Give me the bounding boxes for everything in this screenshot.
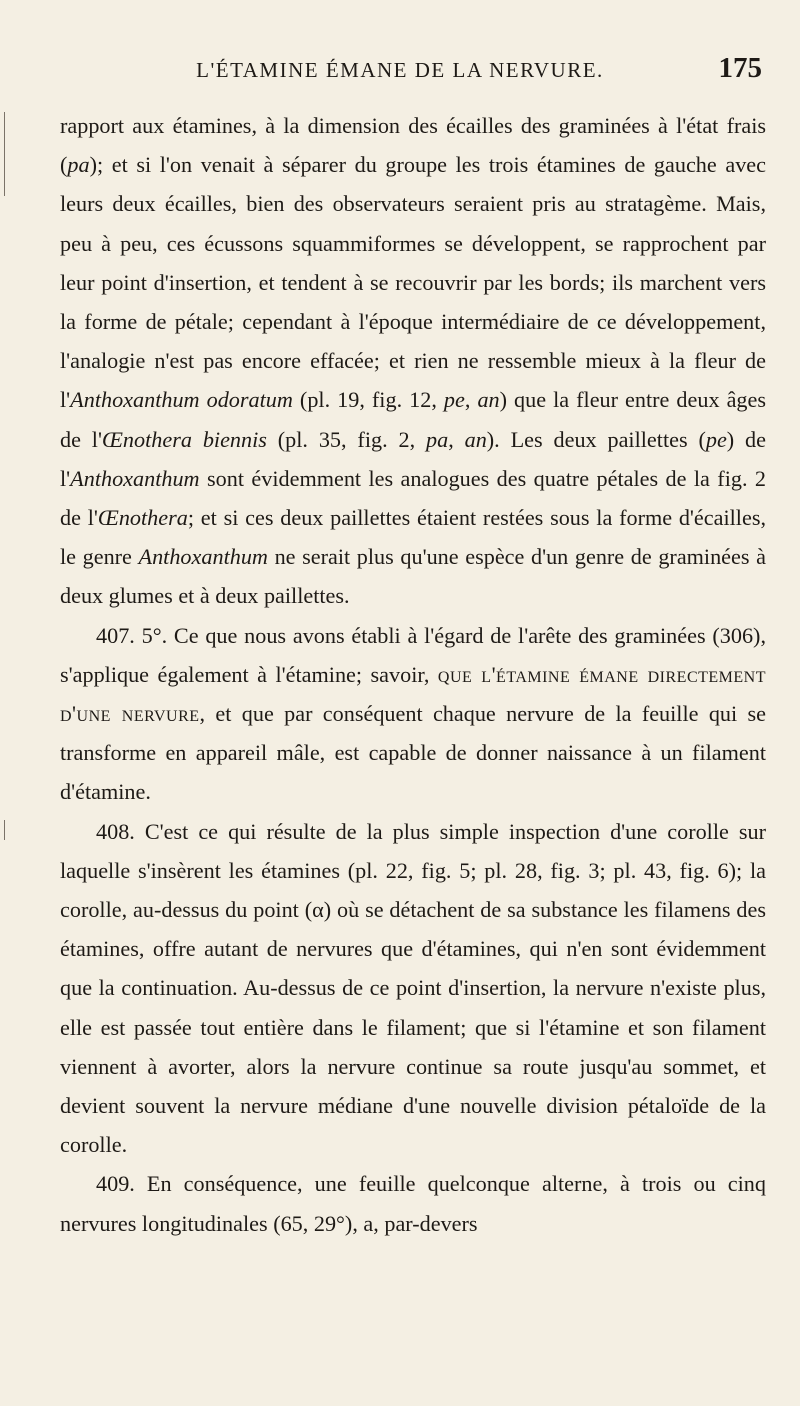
- text-run: ne serait plus qu'une espèce d'un genre de graminées à deux glumes et à deux paillettes.: [60, 544, 766, 609]
- text-run: 409. En conséquence, une feuille quelconque alterne, à trois ou cinq nervures longitudinales (65, 29°), a, par-devers: [60, 1171, 766, 1236]
- running-head-title: L'ÉTAMINE ÉMANE DE LA NERVURE.: [196, 58, 604, 82]
- italic-term: an: [477, 387, 500, 413]
- text-run: 408. C'est ce qui résulte de la plus simple inspection d'une corolle sur laquelle s'insèrent les étamines (pl. 22, fig. 5; pl. 28, fig. 3; pl. 43, fig. 6); la corolle, au-dessus du point (α) où se détachent de sa substance les filamens des étamines, offre autant de nervures que d'étamines, qui n'en sont évidemment que la continuation. Au-dessus de ce point d'insertion, la nervure n'existe plus, elle est passée tout entière dans le filament; que si l'étamine et son filament viennent à avorter, alors la nervure continue sa route jusqu'au sommet, et devient souvent la nervure médiane d'une nouvelle division pétaloïde de la corolle.: [60, 818, 766, 1158]
- italic-term: pe: [705, 426, 727, 452]
- text-run: ; et si ces deux paillettes étaient restées sous la forme d'écailles, le genre: [60, 505, 766, 570]
- text-run: ,: [464, 387, 478, 413]
- text-run: ,: [448, 426, 465, 452]
- italic-term: Anthoxanthum: [138, 544, 268, 570]
- paragraph-409: [60, 1164, 766, 1242]
- italic-term: pa: [67, 152, 90, 178]
- text-run: ). Les deux paillettes (: [486, 426, 706, 452]
- text-run: (pl. 35, fig. 2,: [266, 426, 426, 452]
- text-run: (pl. 19, fig. 12,: [292, 387, 444, 413]
- text-run: ) que la fleur entre deux âges de l': [60, 387, 767, 452]
- paragraph-continuation: [60, 106, 766, 616]
- text-run: rapport aux étamines, à la dimension des écailles des graminées à l'état frais (: [60, 113, 766, 178]
- text-run: ); et si l'on venait à séparer du groupe les trois étamines de gauche avec leurs deux écailles, bien des observateurs seraient pris au stratagème. Mais, peu à peu, ces écussons squammiformes se développent, se rapprochent par leur point d'insertion, et tendent à se recouvrir par les bords; ils marchent vers la forme de pétale; cependant à l'époque intermédiaire de ce développement, l'analogie n'est pas encore effacée; et rien ne ressemble mieux à la fleur de l': [60, 152, 766, 413]
- text-run: , et que par conséquent chaque nervure de la feuille qui se transforme en appareil mâle, est capable de donner naissance à un filament d'étamine.: [60, 701, 766, 805]
- italic-term: Œnothera: [97, 505, 188, 531]
- italic-term: pe: [443, 387, 465, 413]
- text-run: ) de l': [60, 426, 766, 491]
- italic-term: Anthoxanthum odoratum: [70, 387, 293, 413]
- left-margin-rule: [4, 112, 5, 196]
- left-margin-rule: [4, 820, 5, 840]
- page-number: 175: [718, 52, 762, 84]
- paragraph-407: [60, 616, 766, 812]
- italic-term: Anthoxanthum: [70, 465, 200, 491]
- text-run: 407. 5°. Ce que nous avons établi à l'égard de l'arête des graminées (306), s'applique également à l'étamine; savoir,: [60, 622, 766, 687]
- italic-term: pa: [426, 426, 449, 452]
- running-head: [0, 52, 800, 98]
- text-run: sont évidemment les analogues des quatre pétales de la fig. 2 de l': [60, 465, 766, 531]
- italic-term: an: [464, 426, 487, 452]
- small-caps-statement: que l'étamine émane directement d'une nervure: [60, 661, 766, 727]
- paragraph-408: [60, 812, 766, 1165]
- italic-term: Œnothera biennis: [101, 426, 267, 452]
- body-text: [60, 106, 766, 1243]
